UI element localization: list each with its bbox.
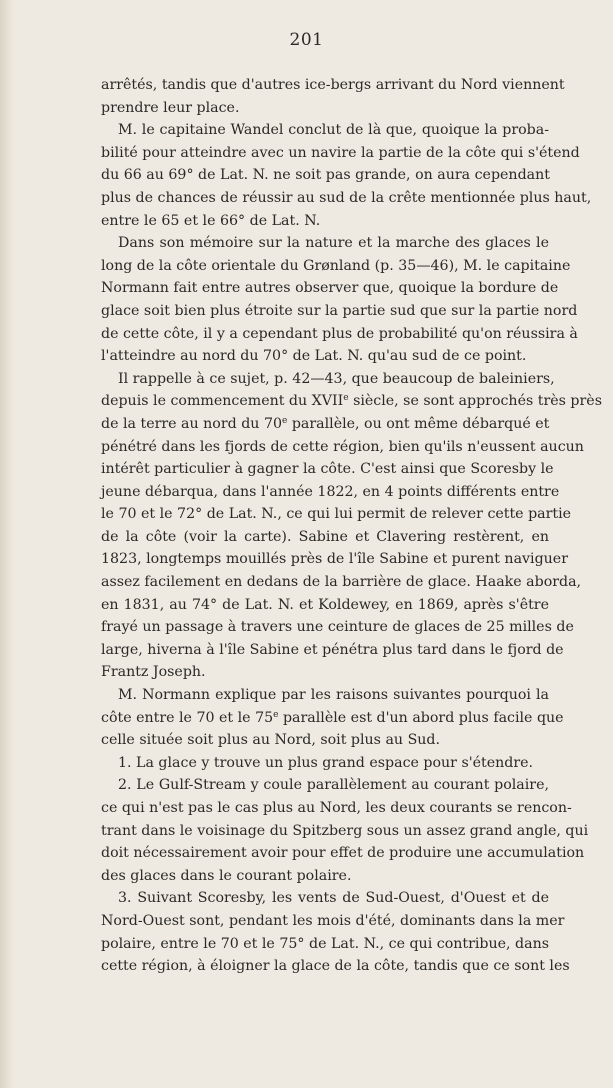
- text-line: de cette côte, il y a cependant plus de probabilité qu'on réussira à: [101, 325, 578, 342]
- text-line: 1. La glace y trouve un plus grand espace pour s'étendre.: [118, 754, 534, 771]
- text-line: glace soit bien plus étroite sur la partie sud que sur la partie nord: [101, 302, 578, 319]
- text-line: celle située soit plus au Nord, soit plus au Sud.: [101, 732, 441, 749]
- text-line: de la terre au nord du 70e parallèle, ou ont même débarqué et: [101, 415, 550, 432]
- text-line: ce qui n'est pas le cas plus au Nord, les deux courants se rencon-: [101, 800, 572, 816]
- text-line: depuis le commencement du XVIIe siècle, se sont approchés très près: [101, 393, 602, 410]
- text-line: du 66 au 69° de Lat. N. ne soit pas grande, on aura cependant: [101, 167, 550, 184]
- page-gutter-shadow: [0, 0, 14, 1088]
- text-line: entre le 65 et le 66° de Lat. N.: [101, 212, 321, 229]
- text-line: 3. Suivant Scoresby, les vents de Sud-Ouest, d'Ouest et de: [118, 890, 549, 907]
- text-line: arrêtés, tandis que d'autres ice-bergs arrivant du Nord viennent: [101, 77, 565, 93]
- text-line: M. le capitaine Wandel conclut de là que, quoique la proba-: [118, 122, 549, 139]
- text-line: Frantz Joseph.: [101, 664, 206, 681]
- text-line: bilité pour atteindre avec un navire la partie de la côte qui s'étend: [101, 144, 580, 161]
- page-number: 201: [289, 30, 324, 50]
- text-line: plus de chances de réussir au sud de la crête mentionnée plus haut,: [101, 189, 592, 206]
- text-line: long de la côte orientale du Grønland (p. 35—46), M. le capitaine: [101, 257, 571, 274]
- text-line: l'atteindre au nord du 70° de Lat. N. qu'au sud de ce point.: [101, 348, 527, 365]
- text-line: en 1831, au 74° de Lat. N. et Koldewey, en 1869, après s'être: [101, 596, 549, 613]
- text-line: Dans son mémoire sur la nature et la marche des glaces le: [118, 235, 549, 252]
- text-line: le 70 et le 72° de Lat. N., ce qui lui permit de relever cette partie: [101, 506, 572, 523]
- text-line: prendre leur place.: [101, 99, 240, 116]
- text-line: M. Normann explique par les raisons suivantes pourquoi la: [118, 687, 549, 704]
- text-line: trant dans le voisinage du Spitzberg sous un assez grand angle, qui: [101, 822, 589, 839]
- text-line: assez facilement en dedans de la barrière de glace. Haake aborda,: [101, 574, 582, 591]
- text-line: Il rappelle à ce sujet, p. 42—43, que beaucoup de baleiniers,: [118, 370, 555, 387]
- text-line: large, hiverna à l'île Sabine et pénétra plus tard dans le fjord de: [101, 641, 564, 658]
- text-line: Normann fait entre autres observer que, quoique la bordure de: [101, 280, 559, 297]
- text-line: cette région, à éloigner la glace de la côte, tandis que ce sont les: [101, 958, 570, 975]
- text-line: frayé un passage à travers une ceinture de glaces de 25 milles de: [101, 619, 574, 636]
- text-line: doit nécessairement avoir pour effet de produire une accumulation: [101, 845, 585, 862]
- text-line: polaire, entre le 70 et le 75° de Lat. N., ce qui contribue, dans: [101, 935, 549, 952]
- text-line: jeune débarqua, dans l'année 1822, en 4 points différents entre: [101, 483, 560, 500]
- text-line: intérêt particulier à gagner la côte. C'est ainsi que Scoresby le: [101, 461, 554, 478]
- text-line: Nord-Ouest sont, pendant les mois d'été, dominants dans la mer: [101, 912, 565, 929]
- text-line: côte entre le 70 et le 75e parallèle est d'un abord plus facile que: [101, 709, 564, 726]
- text-line: pénétré dans les fjords de cette région, bien qu'ils n'eussent aucun: [101, 438, 584, 455]
- body-text: [101, 74, 602, 978]
- text-line: de la côte (voir la carte). Sabine et Clavering restèrent, en: [101, 528, 549, 545]
- text-line: des glaces dans le courant polaire.: [101, 867, 352, 884]
- text-line: 1823, longtemps mouillés près de l'île Sabine et purent naviguer: [101, 551, 568, 568]
- text-line: 2. Le Gulf-Stream y coule parallèlement au courant polaire,: [118, 777, 549, 794]
